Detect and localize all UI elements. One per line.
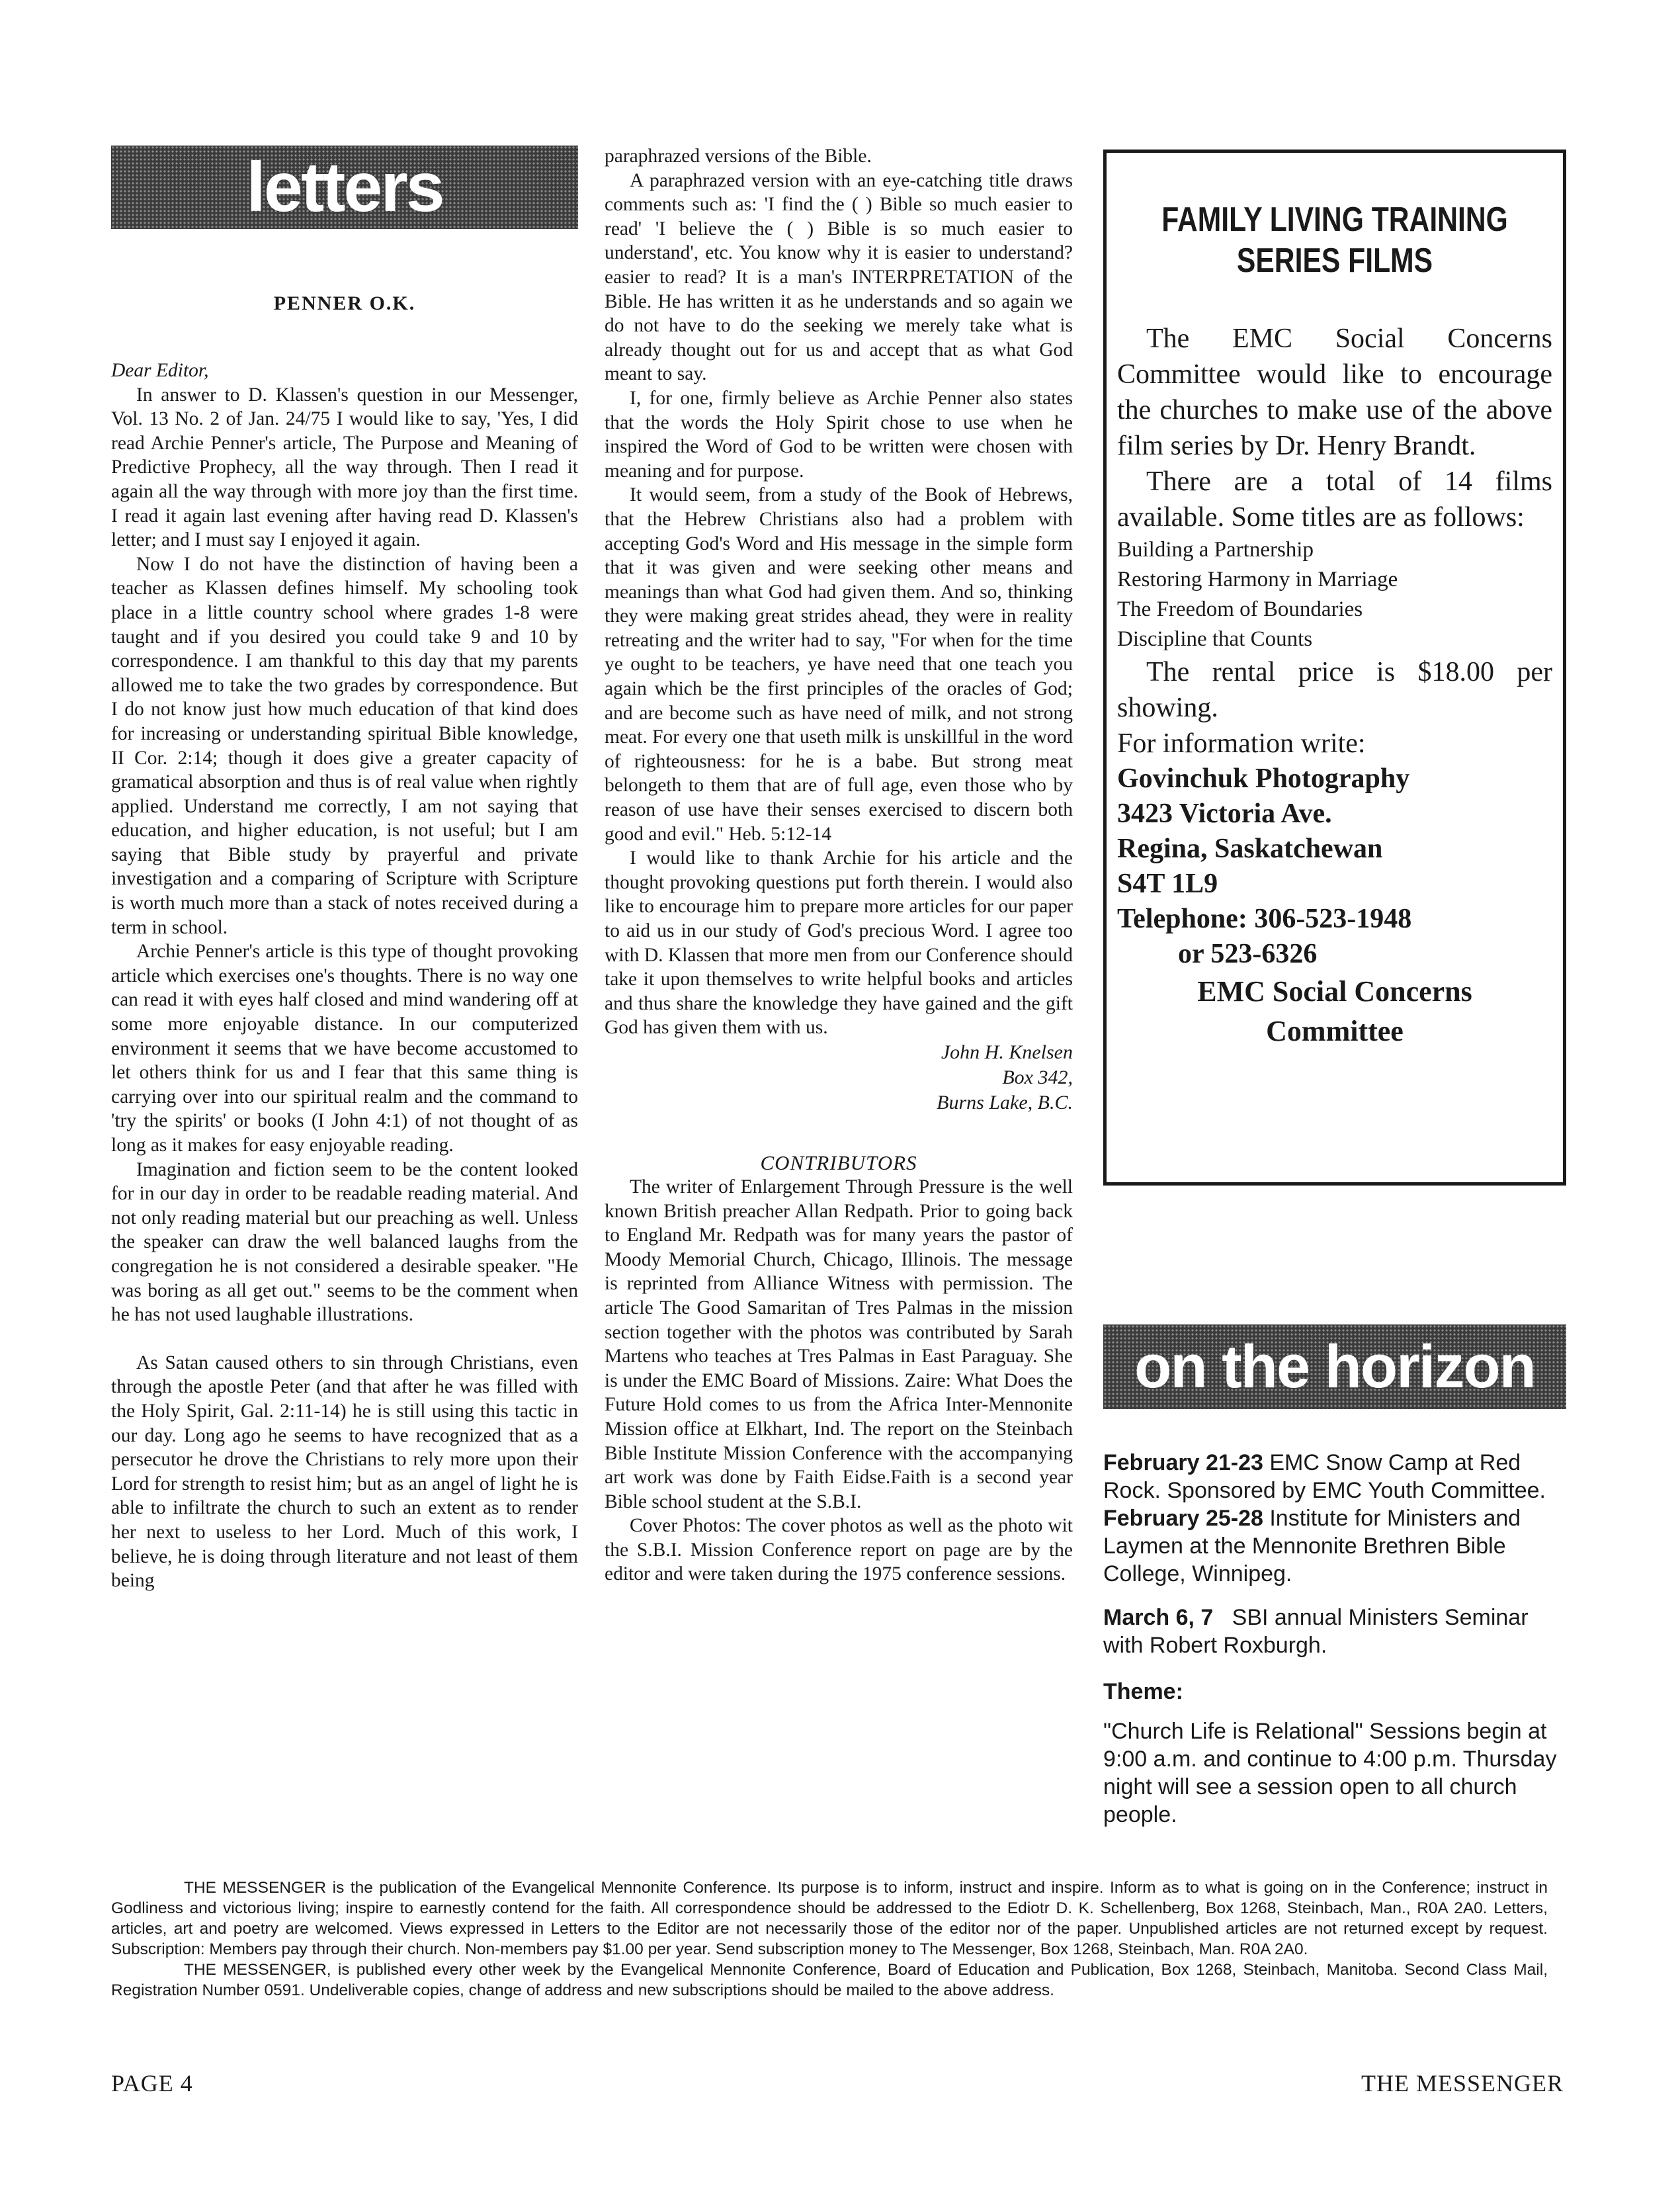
event-text: Institute for Ministers and Laymen at the Mennonite Brethren Bible College, Winnipeg. xyxy=(1103,1506,1521,1586)
film-intro: The EMC Social Concerns Committee would like to encourage the churches to make use of the above film series by Dr. Henry Brandt. xyxy=(1117,324,1552,461)
film-total: There are a total of 14 films available. Some titles are as follows: xyxy=(1117,466,1552,533)
letters-continued-column xyxy=(605,144,1073,1586)
film-contact: Govinchuk Photography 3423 Victoria Ave. Regina, Saskatchewan S4T 1L9 Telephone: 306-523-1948 or 523-6326 xyxy=(1117,763,1412,969)
film-rental-text xyxy=(1117,654,1552,761)
letters-column xyxy=(111,146,578,1593)
letter-signature xyxy=(605,1040,1073,1115)
horizon-column xyxy=(1103,1324,1566,1829)
event-snow-camp xyxy=(1103,1449,1566,1504)
letter-paragraph: I, for one, firmly believe as Archie Penner also states that the words the Holy Spirit chose to use when he inspired the Word of God to be written were chosen with meaning and for purpose. xyxy=(605,387,1073,482)
letter-paragraph: paraphrazed versions of the Bible. xyxy=(605,146,872,167)
signature-name: John H. Knelsen xyxy=(941,1041,1073,1063)
letter-paragraph: Imagination and fiction seem to be the content looked for in our day in order to be readable reading material. And not only reading material but our preaching as well. Unless the speaker can draw the well balanced laughs from the congregation he is not considered a desirable speaker. "He was boring as all get out." seems to be the comment when he has not used laughable illustrations. xyxy=(111,1158,578,1326)
film-price: The rental price is $18.00 per showing. xyxy=(1117,657,1552,723)
letter-paragraph: In answer to D. Klassen's question in our Messenger, Vol. 13 No. 2 of Jan. 24/75 I would like to say, 'Yes, I did read Archie Penner's article, The Purpose and Meaning of Predictive Prophecy, all the way through. Then I read it again all the way through with more joy than the first time. I read it again last evening after having read D. Klassen's letter; and I must say I enjoyed it again. xyxy=(111,384,578,551)
event-text: EMC Snow Camp at Red Rock. Sponsored by EMC Youth Committee. xyxy=(1103,1450,1546,1503)
publication-name: THE MESSENGER xyxy=(1361,2070,1564,2097)
event-date: February 21-23 xyxy=(1103,1450,1263,1475)
letter-headline: PENNER O.K. xyxy=(273,292,416,314)
contributors-heading: CONTRIBUTORS xyxy=(760,1150,917,1174)
page-number: PAGE 4 xyxy=(111,2070,193,2097)
letter-salutation: Dear Editor, xyxy=(111,360,209,381)
signature-place: Burns Lake, B.C. xyxy=(937,1091,1073,1113)
event-seminar xyxy=(1103,1604,1566,1659)
film-title-item: Restoring Harmony in Marriage xyxy=(1117,568,1398,591)
film-series-text xyxy=(1117,321,1552,535)
masthead-paragraph: THE MESSENGER is the publication of the Evangelical Mennonite Conference. Its purpose is to inform, instruct and inspire. Inform as to what is going on in the Conference; instruct in Godliness and victorious living; inspire to earnestly contend for the faith. All correspondence should be addressed to the Ediotr D. K. Schellenberg, Box 1268, Steinbach, Man., R0A 2A0. Letters, articles, art and poetry are welcomed. Views expressed in Letters to the Editor are not necessarily those of the editor nor of the paper. Unpublished articles are not returned except by request. Subscription: Members pay through their church. Non-members pay $1.00 per year. Send subscription money to The Messenger, Box 1268, Steinbach, Man. R0A 2A0. xyxy=(111,1879,1548,1958)
event-theme xyxy=(1103,1678,1566,1829)
film-committee: EMC Social Concerns Committee xyxy=(1197,975,1472,1047)
letter-paragraph: Now I do not have the distinction of having been a teacher as Klassen defines himself. My schooling took place in a little country school where grades 1-8 were taught and if you desired you could take 9 and 10 by correspondence. I am thankful to this day that my parents allowed me to take the two grades by correspondence. But I do not know just how much education of that kind does for increasing or understanding spiritual Bible knowledge, II Cor. 2:14; though it does give a greater capacity of gramatical absorption and thus is of real value when rightly applied. Understand me correctly, I am not saying that education, and higher education, is not useful; but I am saying that Bible study by prayerful and private investigation and a comparing of Scripture with Scripture is worth much more than a stack of notes received during a term in school. xyxy=(111,553,578,938)
event-text: SBI annual Ministers Seminar with Robert Roxburgh. xyxy=(1103,1605,1534,1658)
letter-paragraph: As Satan caused others to sin through Christians, even through the apostle Peter (and that after he was filled with the Holy Spirit, Gal. 2:11-14) he is still using this tactic in our day. Long ago he seems to have recognized that as a persecutor he drove the Christians to rely more upon their Lord for strength to resist him; but as an angel of light he is able to infiltrate the church to such an extent as to render her next to useless to her Lord. Much of this work, I believe, he is doing through literature and not least of them being xyxy=(111,1352,578,1592)
film-title-list xyxy=(1117,535,1552,654)
film-series-title: FAMILY LIVING TRAINING SERIES FILMS xyxy=(1161,200,1508,280)
theme-text: "Church Life is Relational" Sessions begin at 9:00 a.m. and continue to 4:00 p.m. Thursday night will see a session open to all church people. xyxy=(1103,1719,1557,1827)
film-series-box xyxy=(1103,150,1566,1186)
film-title-item: Building a Partnership xyxy=(1117,538,1314,562)
letters-banner: letters xyxy=(111,146,578,229)
contributors-paragraph: The writer of Enlargement Through Pressure is the well known British preacher Allan Redpath. Prior to going back to England Mr. Redpath was for many years the pastor of Moody Memorial Church, Chicago, Illinois. The message is reprinted from Alliance Witness with permission. The article The Good Samaritan of Tres Palmas in the mission section together with the photos was contributed by Sarah Martens who teaches at Tres Palmas in East Paraguay. She is under the EMC Board of Missions. Zaire: What Does the Future Hold comes to us from the Africa Inter-Mennonite Mission office at Elkhart, Ind. The report on the Steinbach Bible Institute Mission Conference with the accompanying art work was done by Faith Eidse.Faith is a second year Bible school student at the S.B.I. xyxy=(605,1176,1073,1512)
event-date: February 25-28 xyxy=(1103,1506,1263,1531)
cover-photos-paragraph: Cover Photos: The cover photos as well as the photo wit the S.B.I. Mission Conference report on page are by the editor and were taken during the 1975 conference sessions. xyxy=(605,1515,1073,1585)
theme-label: Theme: xyxy=(1103,1679,1183,1704)
masthead-paragraph: THE MESSENGER, is published every other week by the Evangelical Mennonite Conference, Board of Education and Publication, Box 1268, Steinbach, Manitoba. Second Class Mail, Registration Number 0591. Undeliverable copies, change of address and new subscriptions should be mailed to the above address. xyxy=(111,1961,1548,1999)
letter-paragraph: It would seem, from a study of the Book of Hebrews, that the Hebrew Christians also had a problem with accepting God's Word and His message in the simple form that it was given and were seeking other means and meanings than what God had given them. And so, thinking they were making great strides ahead, they were in reality retreating and the writer had to say, "For when for the time ye ought to be teachers, ye have need that one teach you again which be the first principles of the oracles of God; and are become such as have need of milk, and not strong meat. For every one that useth milk is unskillful in the word of righteousness: for he is a babe. But strong meat belongeth to them that are of full age, even those who by reason of use have their senses exercised to discern both good and evil." Heb. 5:12-14 xyxy=(605,484,1073,845)
film-title-item: The Freedom of Boundaries xyxy=(1117,597,1363,621)
event-institute xyxy=(1103,1504,1566,1588)
film-title-item: Discipline that Counts xyxy=(1117,627,1313,651)
letter-paragraph: A paraphrazed version with an eye-catching title draws comments such as: 'I find the ( ) Bible so much easier to read' 'I believe the ( ) Bible is so much easier to understand', etc. You know why it is easier to understand? easier to read? It is a man's INTERPRETATION of the Bible. He has written it as he understands and so again we do not have to do the seeking we merely take what is already thought out for us and accept that as what God meant to say. xyxy=(605,169,1073,385)
masthead xyxy=(111,1878,1548,2001)
letter-paragraph: I would like to thank Archie for his article and the thought provoking questions put forth therein. I would also like to encourage him to prepare more articles for our paper to aid us in our study of God's precious Word. I agree too with D. Klassen that more men from our Conference should take it upon themselves to write helpful books and articles and thus share the knowledge they have gained and the gift God has given them with us. xyxy=(605,847,1073,1039)
signature-box: Box 342, xyxy=(1002,1066,1073,1088)
contributors-body xyxy=(605,1175,1073,1586)
horizon-banner: on the horizon xyxy=(1103,1324,1566,1409)
letter-paragraph: Archie Penner's article is this type of thought provoking article which exercises one's thoughts. There is no way one can read it with eyes half closed and mind wandering off at some more enjoyable distance. In our computerized environment it seems that we have become accustomed to let others think for us and I fear that this same thing is carrying over into our spiritual realm and the command to 'try the spirits' or books (I John 4:1) of not thought of as long as it makes for easy enjoyable reading. xyxy=(111,941,578,1156)
film-info: For information write: xyxy=(1117,728,1366,759)
event-date: March 6, 7 xyxy=(1103,1605,1214,1630)
letter-body xyxy=(111,359,578,1593)
letter-body-continued xyxy=(605,144,1073,1040)
